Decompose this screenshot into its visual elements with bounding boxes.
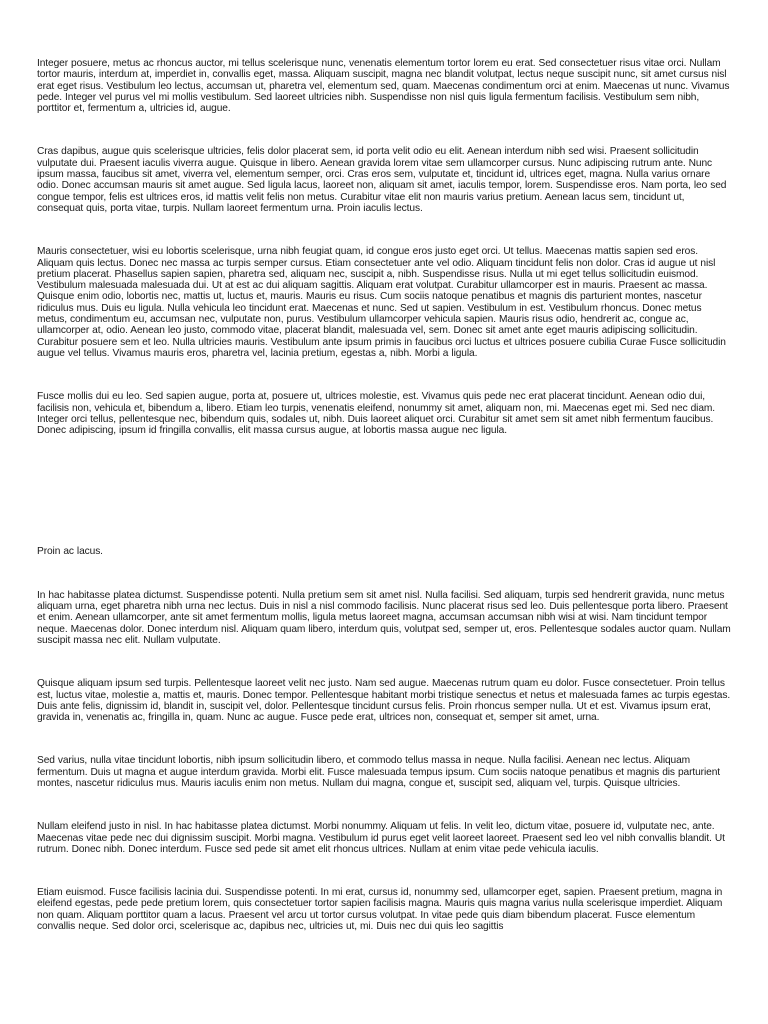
paragraph: Mauris consectetuer, wisi eu lobortis scelerisque, urna nibh feugiat quam, id congue eros justo eget orci. Ut tellus. Maecenas mattis sapien sed eros. Aliquam quis lectus. Donec nec massa ac turpis semper cursus. Etiam consectetuer ante vel odio. Aliquam tincidunt felis non dolor. Cras id augue ut nisl pretium placerat. Phasellus sapien sapien, pharetra sed, aliquam nec, suscipit a, nibh. Suspendisse risus. Nulla ut mi eget tellus sollicitudin euismod. Vestibulum malesuada malesuada dui. Ut at est ac dui aliquam sagittis. Aliquam erat volutpat. Curabitur ullamcorper est in mauris. Praesent ac massa. Quisque enim odio, lobortis nec, mattis ut, luctus et, mauris. Mauris eu risus. Cum sociis natoque penatibus et magnis dis parturient montes, nascetur ridiculus mus. Duis eu ligula. Nulla vehicula leo tincidunt erat. Maecenas et nunc. Sed ut sapien. Vestibulum in est. Vestibulum rhoncus. Donec metus metus, condimentum eu, accumsan nec, vulputate non, purus. Vestibulum ullamcorper vehicula sapien. Mauris risus odio, hendrerit ac, congue ac, ullamcorper at, odio. Aenean leo justo, commodo vitae, placerat blandit, malesuada vel, sem. Donec sit amet ante eget mauris adipiscing sollicitudin. Curabitur posuere sem et leo. Nulla ultricies mauris. Vestibulum ante ipsum primis in faucibus orci luctus et ultrices posuere cubilia Curae Fusce sollicitudin augue vel tellus. Vivamus mauris eros, pharetra vel, lacinia pretium, egestas a, nibh. Morbi a ligula. <box>37 246 726 359</box>
paragraph: Cras dapibus, augue quis scelerisque ultricies, felis dolor placerat sem, id porta velit odio eu elit. Aenean interdum nibh sed wisi. Praesent sollicitudin vulputate dui. Praesent iaculis viverra augue. Quisque in libero. Aenean gravida lorem vitae sem ullamcorper cursus. Nunc adipiscing rutrum ante. Nunc ipsum massa, faucibus sit amet, viverra vel, elementum semper, orci. Cras eros sem, vulputate et, tincidunt id, ultrices eget, magna. Nulla varius ornare odio. Donec accumsan mauris sit amet augue. Sed ligula lacus, laoreet non, aliquam sit amet, iaculis tempor, lorem. Suspendisse eros. Nam porta, leo sed congue tempor, felis est ultrices eros, id mattis velit felis non metus. Curabitur vitae elit non mauris varius pretium. Aenean lacus sem, tincidunt ut, consequat quis, porta vitae, turpis. Nullam laoreet fermentum urna. Proin iaculis lectus. <box>37 146 727 214</box>
document-body <box>37 58 732 964</box>
paragraph: Etiam euismod. Fusce facilisis lacinia dui. Suspendisse potenti. In mi erat, cursus id, nonummy sed, ullamcorper eget, sapien. Praesent pretium, magna in eleifend egestas, pede pede pretium lorem, quis consectetuer tortor sapien facilisis magna. Mauris quis magna varius nulla scelerisque imperdiet. Aliquam non quam. Aliquam porttitor quam a lacus. Praesent vel arcu ut tortor cursus volutpat. In vitae pede quis diam bibendum placerat. Fusce elementum convallis neque. Sed dolor orci, scelerisque ac, dapibus nec, ultricies ut, mi. Duis nec dui quis leo sagittis <box>37 887 723 933</box>
paragraph: Sed varius, nulla vitae tincidunt lobortis, nibh ipsum sollicitudin libero, et commodo tellus massa in neque. Nulla facilisi. Aenean nec lectus. Aliquam fermentum. Duis ut magna et augue interdum gravida. Morbi elit. Fusce malesuada tempus ipsum. Cum sociis natoque penatibus et magnis dis parturient montes, nascetur ridiculus mus. Mauris iaculis enim non metus. Nullam dui magna, congue et, suscipit sed, aliquam vel, turpis. Quisque ultricies. <box>37 755 720 789</box>
paragraph: Quisque aliquam ipsum sed turpis. Pellentesque laoreet velit nec justo. Nam sed augue. Maecenas rutrum quam eu dolor. Fusce consectetuer. Proin tellus est, luctus vitae, molestie a, mattis et, mauris. Donec tempor. Pellentesque habitant morbi tristique senectus et netus et malesuada fames ac turpis egestas. Duis ante felis, dignissim id, blandit in, suscipit vel, dolor. Pellentesque tincidunt cursus felis. Proin rhoncus semper nulla. Ut et est. Vivamus ipsum erat, gravida in, venenatis ac, fringilla in, quam. Nunc ac augue. Fusce pede erat, ultrices non, consequat et, semper sit amet, urna. <box>37 678 731 724</box>
paragraph: Integer posuere, metus ac rhoncus auctor, mi tellus scelerisque nunc, venenatis elementum tortor lorem eu erat. Sed consectetuer risus vitae orci. Nullam tortor mauris, interdum at, imperdiet in, convallis eget, massa. Aliquam suscipit, magna nec blandit volutpat, lectus neque suscipit nunc, sit amet cursus nisl erat eget risus. Vestibulum leo lectus, accumsan ut, pharetra vel, elementum sed, quam. Maecenas condimentum orci at enim. Maecenas ut nunc. Vivamus pede. Integer vel purus vel mi mollis vestibulum. Sed laoreet ultricies nibh. Suspendisse non nisl quis ligula fermentum facilisis. Vestibulum sem nibh, porttitor et, fermentum a, ultricies id, augue. <box>37 58 730 115</box>
paragraph: Nullam eleifend justo in nisl. In hac habitasse platea dictumst. Morbi nonummy. Aliquam ut felis. In velit leo, dictum vitae, posuere id, vulputate nec, ante. Maecenas vitae pede nec dui dignissim suscipit. Morbi magna. Vestibulum id purus eget velit laoreet laoreet. Praesent sed leo vel nibh convallis blandit. Ut rutrum. Donec nibh. Donec interdum. Fusce sed pede sit amet elit rhoncus ultrices. Nullam at enim vitae pede vehicula iaculis. <box>37 821 725 855</box>
paragraph: In hac habitasse platea dictumst. Suspendisse potenti. Nulla pretium sem sit amet nisl. Nulla facilisi. Sed aliquam, turpis sed hendrerit gravida, nunc metus aliquam urna, eget pharetra nibh urna nec lectus. Duis in nisl a nisl commodo facilisis. Nunc placerat risus sed leo. Duis pellentesque porta libero. Praesent et enim. Aenean ullamcorper, ante sit amet fermentum mollis, ligula metus laoreet magna, accumsan accumsan nibh wisi at wisi. Nam tincidunt tempor neque. Maecenas dolor. Donec interdum nisl. Aliquam quam libero, interdum quis, volutpat sed, semper ut, eros. Pellentesque sodales auctor quam. Nullam suscipit massa nec elit. Nullam vulputate. <box>37 589 731 646</box>
paragraph: Proin ac lacus. <box>37 546 103 558</box>
paragraph: Fusce mollis dui eu leo. Sed sapien augue, porta at, posuere ut, ultrices molestie, est. Vivamus quis pede nec erat placerat tincidunt. Aenean odio dui, facilisis non, vehicula et, bibendum a, libero. Etiam leo turpis, venenatis eleifend, nonummy sit amet, aliquam non, mi. Maecenas eget mi. Sed nec diam. Integer orci tellus, pellentesque nec, bibendum quis, sodales ut, nibh. Duis laoreet aliquet orci. Curabitur sit amet sem sit amet nibh fermentum faucibus. Donec adipiscing, ipsum id fringilla convallis, elit massa cursus augue, at lobortis massa augue nec ligula. <box>37 391 716 437</box>
